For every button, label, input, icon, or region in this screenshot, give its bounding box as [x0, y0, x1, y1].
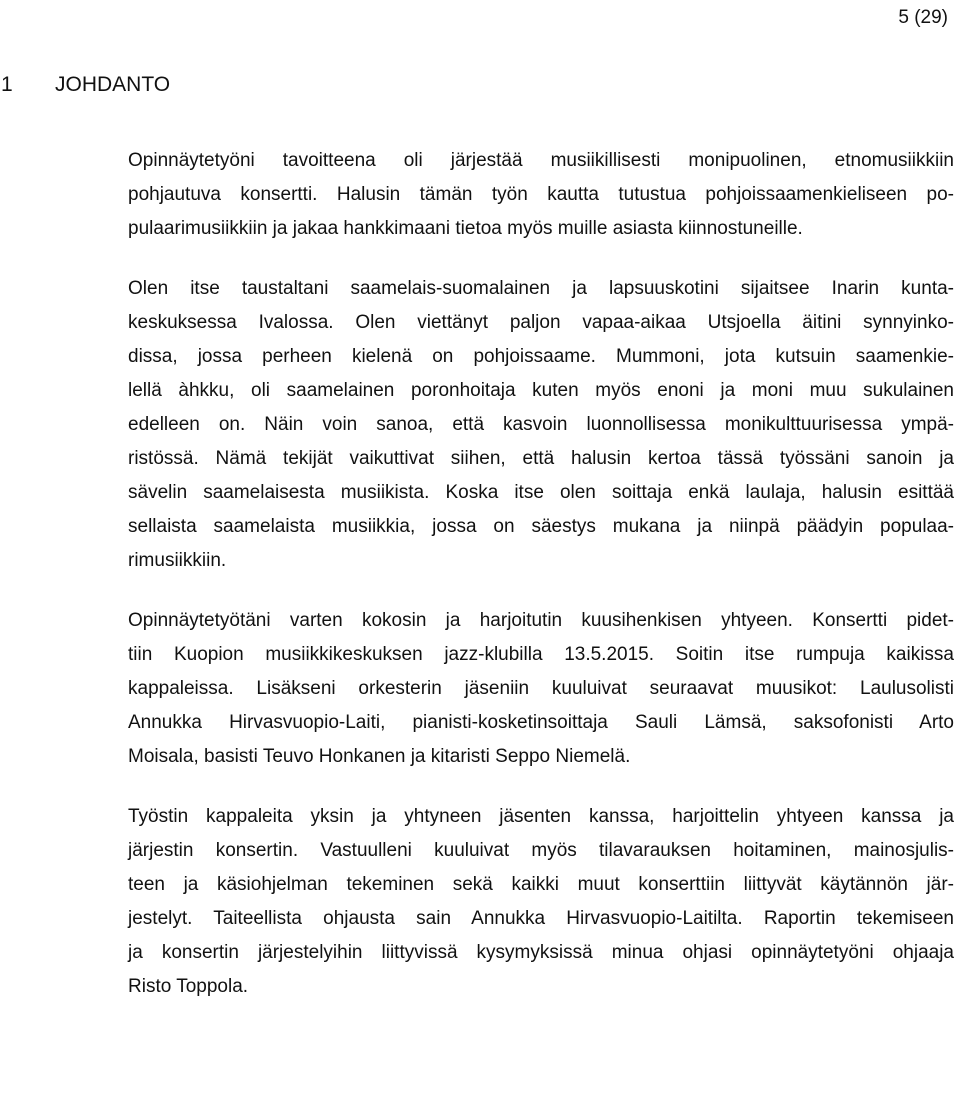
text-line: edelleen on. Näin voin sanoa, että kasvoin luonnollisessa monikulttuurisessa ympä- — [128, 414, 954, 435]
text-line: keskuksessa Ivalossa. Olen viettänyt paljon vapaa-aikaa Utsjoella äitini synnyinko- — [128, 312, 954, 333]
paragraph-1 — [128, 144, 954, 246]
text-line: lellä àhkku, oli saamelainen poronhoitaja kuten myös enoni ja moni muu sukulainen — [128, 380, 954, 401]
text-line: Annukka Hirvasvuopio-Laiti, pianisti-kosketinsoittaja Sauli Lämsä, saksofonisti Arto — [128, 712, 954, 733]
text-line: järjestin konsertin. Vastuulleni kuuluivat myös tilavarauksen hoitaminen, mainosjulis- — [128, 840, 954, 861]
paragraph-3 — [128, 604, 954, 774]
text-line: Moisala, basisti Teuvo Honkanen ja kitaristi Seppo Niemelä. — [128, 746, 631, 767]
section-number: 1 — [1, 73, 13, 96]
text-line: Olen itse taustaltani saamelais-suomalainen ja lapsuuskotini sijaitsee Inarin kunta- — [128, 278, 954, 299]
text-line: Opinnäytetyöni tavoitteena oli järjestää musiikillisesti monipuolinen, etnomusiikkiin — [128, 150, 954, 171]
text-line: rimusiikkiin. — [128, 550, 227, 571]
text-line: dissa, jossa perheen kielenä on pohjoissaame. Mummoni, jota kutsuin saamenkie- — [128, 346, 954, 367]
paragraph-4 — [128, 800, 954, 1004]
text-line: sellaista saamelaista musiikkia, jossa on säestys mukana ja niinpä päädyin populaa- — [128, 516, 954, 537]
text-line: Risto Toppola. — [128, 976, 249, 997]
body-text — [128, 144, 954, 1030]
text-line: kappaleissa. Lisäkseni orkesterin jäseniin kuuluivat seuraavat muusikot: Laulusolisti — [128, 678, 954, 699]
text-line: pohjautuva konsertti. Halusin tämän työn kautta tutustua pohjoissaamenkieliseen po- — [128, 184, 954, 205]
paragraph-2 — [128, 272, 954, 578]
section-heading — [0, 72, 170, 98]
text-line: sävelin saamelaisesta musiikista. Koska itse olen soittaja enkä laulaja, halusin esittää — [128, 482, 954, 503]
text-line: tiin Kuopion musiikkikeskuksen jazz-klubilla 13.5.2015. Soitin itse rumpuja kaikissa — [128, 644, 954, 665]
text-line: Työstin kappaleita yksin ja yhtyneen jäsenten kanssa, harjoittelin yhtyeen kanssa ja — [128, 806, 954, 827]
text-line: ristössä. Nämä tekijät vaikuttivat siihen, että halusin kertoa tässä työssäni sanoin ja — [128, 448, 954, 469]
text-line: pulaarimusiikkiin ja jakaa hankkimaani tietoa myös muille asiasta kiinnostuneille. — [128, 218, 803, 239]
text-line: teen ja käsiohjelman tekeminen sekä kaikki muut konserttiin liittyvät käytännön jär- — [128, 874, 954, 895]
text-line: ja konsertin järjestelyihin liittyvissä kysymyksissä minua ohjasi opinnäytetyöni ohjaaja — [128, 942, 954, 963]
text-line: Opinnäytetyötäni varten kokosin ja harjoitutin kuusihenkisen yhtyeen. Konsertti pidet- — [128, 610, 954, 631]
section-title: JOHDANTO — [55, 73, 171, 96]
page-number: 5 (29) — [898, 7, 948, 28]
text-line: jestelyt. Taiteellista ohjausta sain Annukka Hirvasvuopio-Laitilta. Raportin tekemiseen — [128, 908, 954, 929]
